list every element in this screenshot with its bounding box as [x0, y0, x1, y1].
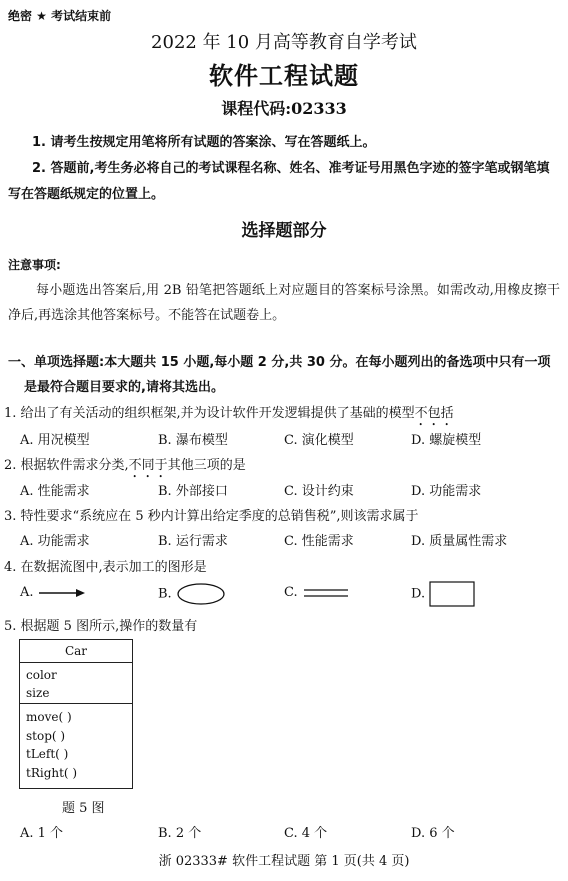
q2-option-b: B. 外部接口	[158, 484, 228, 499]
rectangle-icon	[429, 581, 475, 607]
arrow-icon	[38, 587, 86, 599]
question-2-text-post: 其他三项的是	[167, 458, 246, 473]
q1-option-a: A. 用况模型	[20, 433, 90, 448]
course-code: 课程代码:02333	[221, 99, 347, 118]
attention-label: 注意事项:	[8, 258, 61, 272]
part-one-instructions	[8, 350, 560, 400]
q1-option-c: C. 演化模型	[284, 433, 354, 448]
uml-operation: tRight( )	[26, 765, 78, 780]
uml-operations	[20, 704, 132, 782]
q3-option-b: B. 运行需求	[158, 534, 228, 549]
figure-caption: 题 5 图	[62, 801, 105, 816]
question-2-emphasis: 不同于	[128, 458, 168, 473]
q5-option-b: B. 2 个	[158, 826, 202, 841]
notice-1: 1. 请考生按规定用笔将所有试题的答案涂、写在答题纸上。	[32, 135, 376, 150]
uml-operation: stop( )	[26, 728, 66, 743]
uml-attribute: size	[26, 686, 50, 700]
question-1-stem	[4, 402, 454, 429]
q3-option-c: C. 性能需求	[284, 534, 354, 549]
question-2-text-pre: 2. 根据软件需求分类,	[4, 458, 129, 473]
question-1-emphasis: 不包括	[414, 406, 454, 421]
q4-option-d	[411, 581, 475, 607]
q5-option-c: C. 4 个	[284, 826, 328, 841]
part-one-line-1: 一、单项选择题:本大题共 15 小题,每小题 2 分,共 30 分。在每小题列出的备选项中只有一项	[8, 355, 551, 370]
q2-option-c: C. 设计约束	[284, 484, 354, 499]
question-5-stem: 5. 根据题 5 图所示,操作的数量有	[4, 619, 198, 634]
question-1-text: 1. 给出了有关活动的组织框架,并为设计软件开发逻辑提供了基础的模型	[4, 406, 415, 421]
exam-title: 2022 年 10 月高等教育自学考试	[151, 32, 417, 53]
ellipse-icon	[176, 583, 226, 605]
double-line-icon	[302, 587, 350, 599]
q2-option-a: A. 性能需求	[20, 484, 90, 499]
confidential-label: 绝密 ★ 考试结束前	[8, 9, 112, 23]
q4-option-d-label: D.	[411, 586, 426, 602]
uml-class-name: Car	[20, 640, 132, 663]
uml-attributes	[20, 663, 132, 704]
section-title: 选择题部分	[241, 221, 327, 241]
q4-option-b-label: B.	[158, 586, 172, 602]
question-2-stem	[4, 454, 246, 481]
uml-operation: move( )	[26, 710, 72, 724]
q5-option-d: D. 6 个	[411, 826, 455, 841]
paper-title: 软件工程试题	[209, 61, 359, 90]
q2-option-d: D. 功能需求	[411, 484, 482, 499]
question-4-stem: 4. 在数据流图中,表示加工的图形是	[4, 560, 207, 575]
q1-option-d: D. 螺旋模型	[411, 433, 482, 448]
part-one-line-2: 是最符合题目要求的,请将其选出。	[24, 380, 224, 395]
q3-option-a: A. 功能需求	[20, 534, 90, 549]
notice-2: 2. 答题前,考生务必将自己的考试课程名称、姓名、准考证号用黑色字迹的签字笔或钢笔填写在答题纸规定的位置上。	[8, 161, 550, 202]
q5-option-a: A. 1 个	[20, 826, 64, 841]
attention-body: 每小题选出答案后,用 2B 铅笔把答题纸上对应题目的答案标号涂黑。如需改动,用橡皮擦干净后,再选涂其他答案标号。不能答在试题卷上。	[8, 283, 560, 323]
q3-option-d: D. 质量属性需求	[411, 534, 508, 549]
q1-option-b: B. 瀑布模型	[158, 433, 228, 448]
uml-class-diagram	[19, 639, 133, 789]
q4-option-a	[20, 585, 86, 600]
uml-attribute: color	[26, 668, 57, 682]
uml-operation: tLeft( )	[26, 747, 69, 761]
q4-option-c	[284, 585, 350, 600]
question-3-stem: 3. 特性要求“系统应在 5 秒内计算出给定季度的总销售税”,则该需求属于	[4, 509, 419, 524]
q4-option-a-label: A.	[20, 585, 34, 600]
q4-option-c-label: C.	[284, 585, 298, 600]
q4-option-b	[158, 583, 226, 605]
page-footer: 浙 02333# 软件工程试题 第 1 页(共 4 页)	[158, 854, 410, 869]
